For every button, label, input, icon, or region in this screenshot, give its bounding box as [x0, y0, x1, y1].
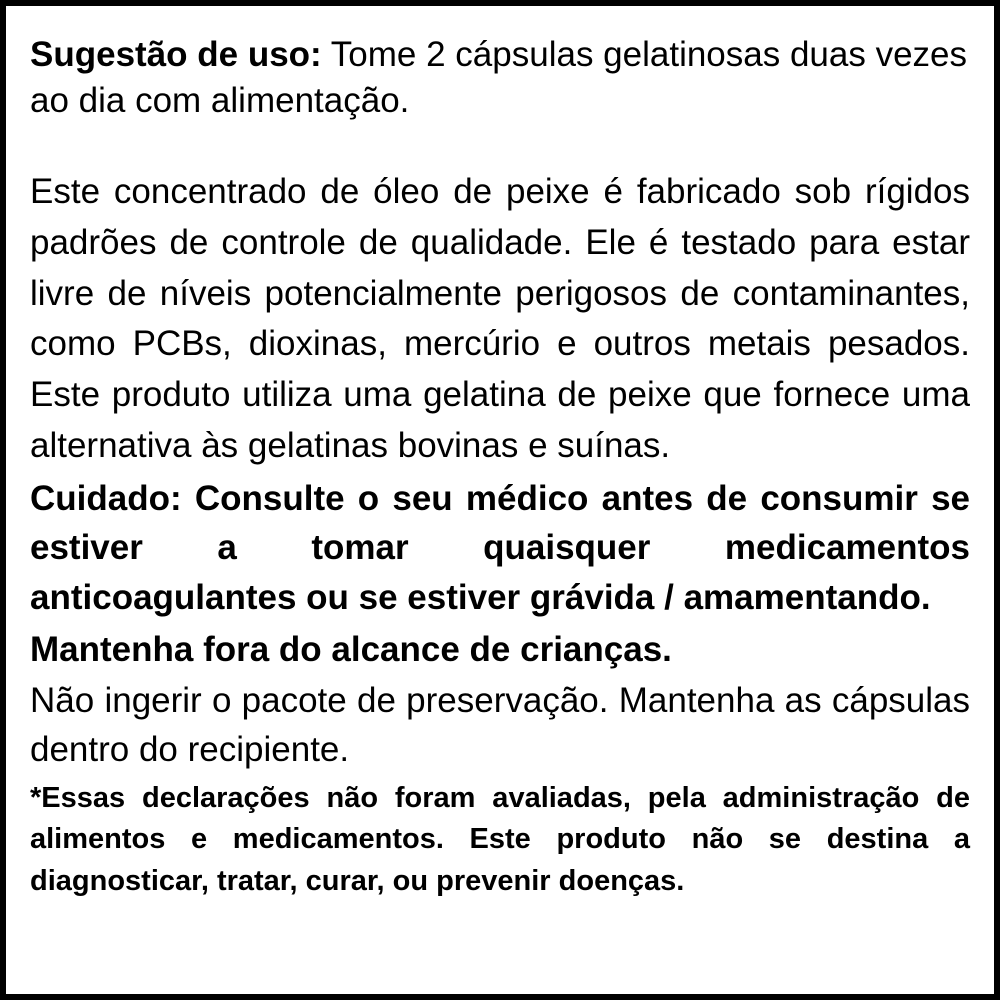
usage-heading: Sugestão de uso:	[30, 35, 322, 74]
fda-disclaimer-paragraph: *Essas declarações não foram avaliadas, pela administração de alimentos e medicamentos. Este produto não se destina a diagnosticar, tratar, curar, ou prevenir doenças.	[30, 782, 970, 897]
caution-heading: Cuidado:	[30, 478, 182, 518]
preservation-paragraph: Não ingerir o pacote de preservação. Mantenha as cápsulas dentro do recipiente.	[30, 681, 970, 770]
usage-text: Tome 2 cápsulas gelatinosas duas vezes ao dia com alimentação.	[30, 35, 968, 120]
keep-away-children-line: Mantenha fora do alcance de crianças.	[30, 629, 672, 669]
caution-text: Consulte o seu médico antes de consumir se estiver a tomar quaisquer medicamentos anticoagulantes ou se estiver grávida / amamentando.	[30, 478, 970, 617]
usage-paragraph	[30, 32, 970, 123]
caution-paragraph	[30, 474, 970, 623]
quality-paragraph: Este concentrado de óleo de peixe é fabricado sob rígidos padrões de controle de qualidade. Ele é testado para estar livre de níveis potencialmente perigosos de contaminantes, como PCBs, dioxinas, mercúrio e outros metais pesados. Este produto utiliza uma gelatina de peixe que fornece uma alternativa às gelatinas bovinas e suínas.	[30, 172, 970, 465]
paragraph-spacer	[30, 123, 970, 167]
